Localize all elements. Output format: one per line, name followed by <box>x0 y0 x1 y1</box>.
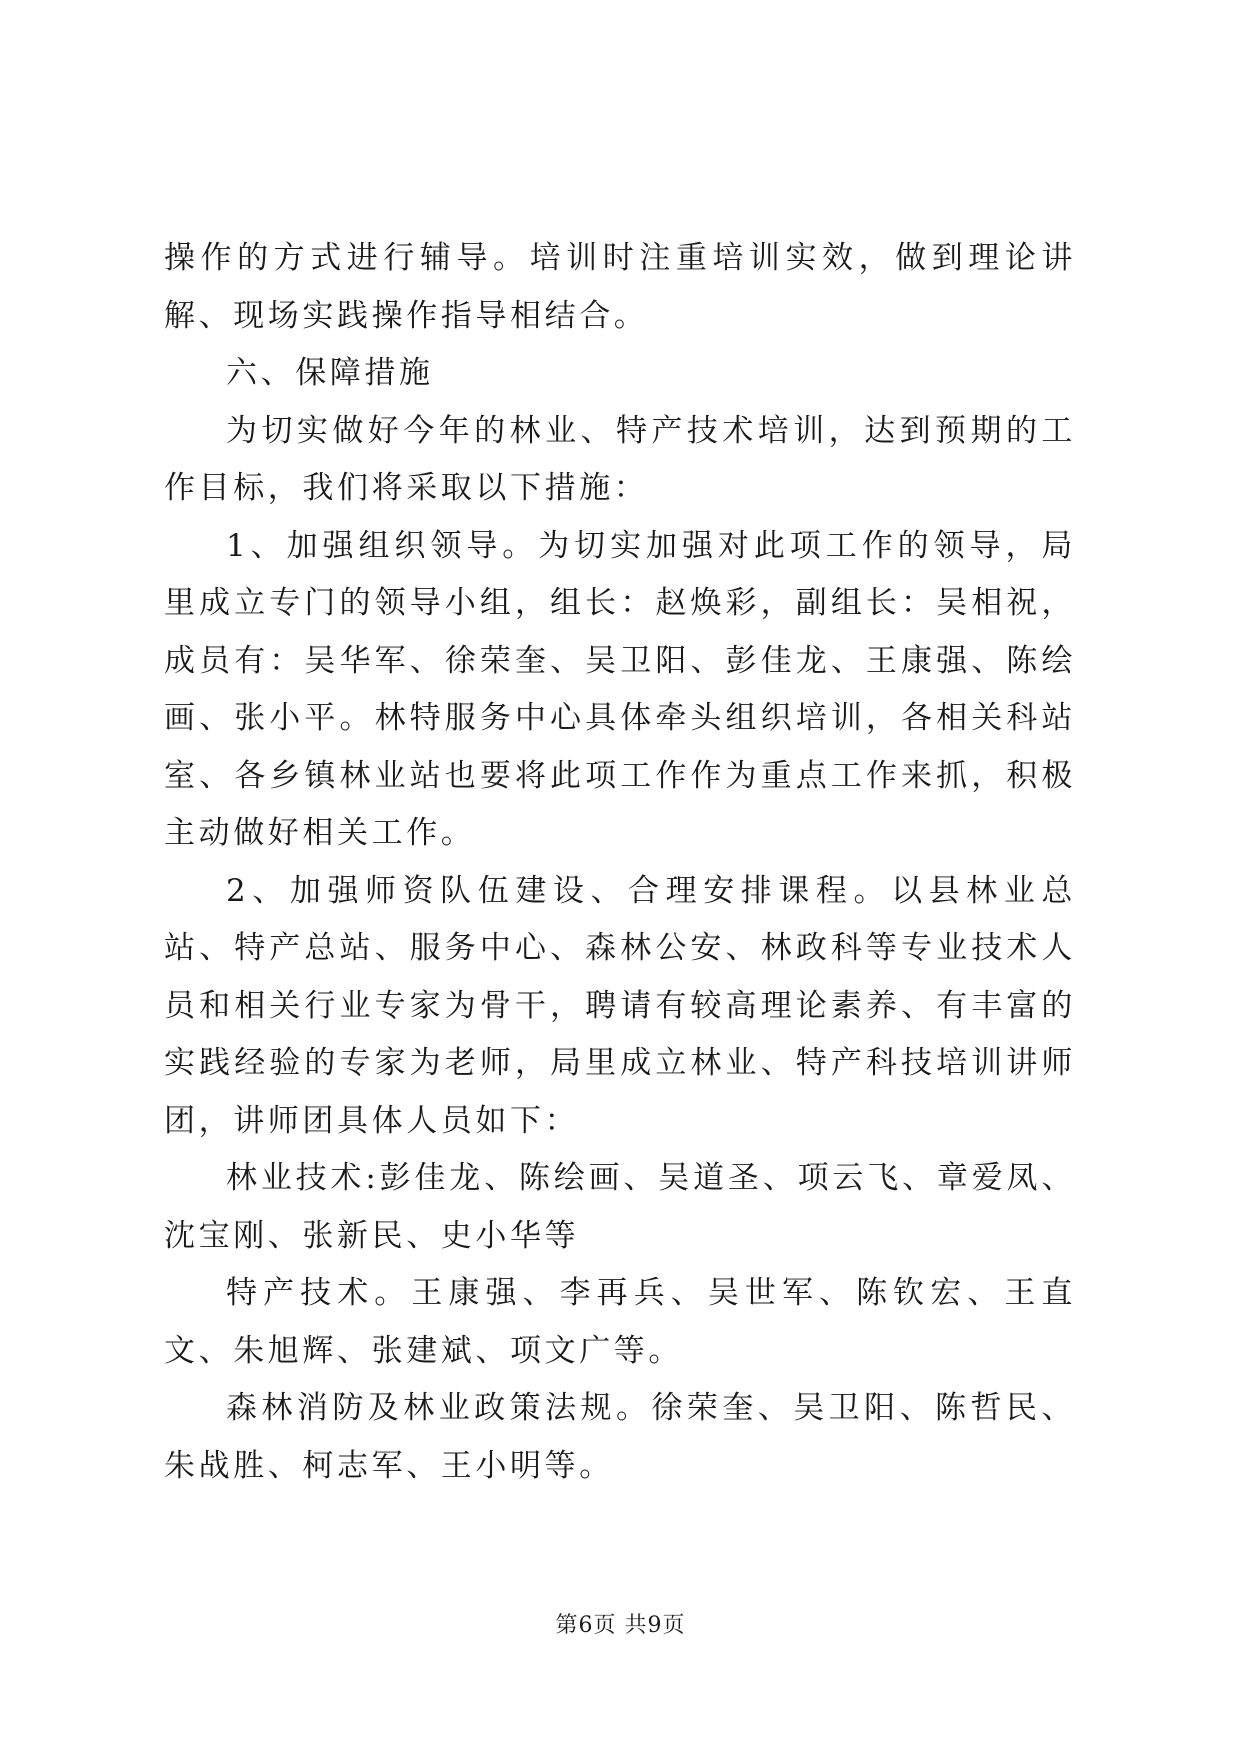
paragraph-intro-measures: 为切实做好今年的林业、特产技术培训，达到预期的工作目标，我们将采取以下措施： <box>164 412 1076 506</box>
document-body <box>164 230 1076 1495</box>
page-footer: 第6页 共9页 <box>555 1613 686 1638</box>
paragraph-continuation: 操作的方式进行辅导。培训时注重培训实效，做到理论讲解、现场实践操作指导相结合。 <box>164 240 1076 334</box>
paragraph-specialty-tech: 特产技术。王康强、李再兵、吴世军、陈钦宏、王直文、朱旭辉、张建斌、项文广等。 <box>164 1275 1076 1369</box>
paragraph-forestry-tech: 林业技术:彭佳龙、陈绘画、吴道圣、项云飞、章爱凤、沈宝刚、张新民、史小华等 <box>164 1160 1076 1254</box>
paragraph-measure-1: 1、加强组织领导。为切实加强对此项工作的领导，局里成立专门的领导小组，组长：赵焕彩，副组长：吴相祝，成员有：吴华军、徐荣奎、吴卫阳、彭佳龙、王康强、陈绘画、张小平。林特服务中心具体牵头组织培训，各相关科站室、各乡镇林业站也要将此项工作作为重点工作来抓，积极主动做好相关工作。 <box>164 527 1076 851</box>
paragraph-fire-policy: 森林消防及林业政策法规。徐荣奎、吴卫阳、陈哲民、朱战胜、柯志军、王小明等。 <box>164 1390 1076 1484</box>
paragraph-measure-2: 2、加强师资队伍建设、合理安排课程。以县林业总站、特产总站、服务中心、森林公安、林政科等专业技术人员和相关行业专家为骨干，聘请有较高理论素养、有丰富的实践经验的专家为老师，局里成立林业、特产科技培训讲师团，讲师团具体人员如下： <box>164 872 1076 1139</box>
section-heading-safeguards: 六、保障措施 <box>226 355 434 391</box>
